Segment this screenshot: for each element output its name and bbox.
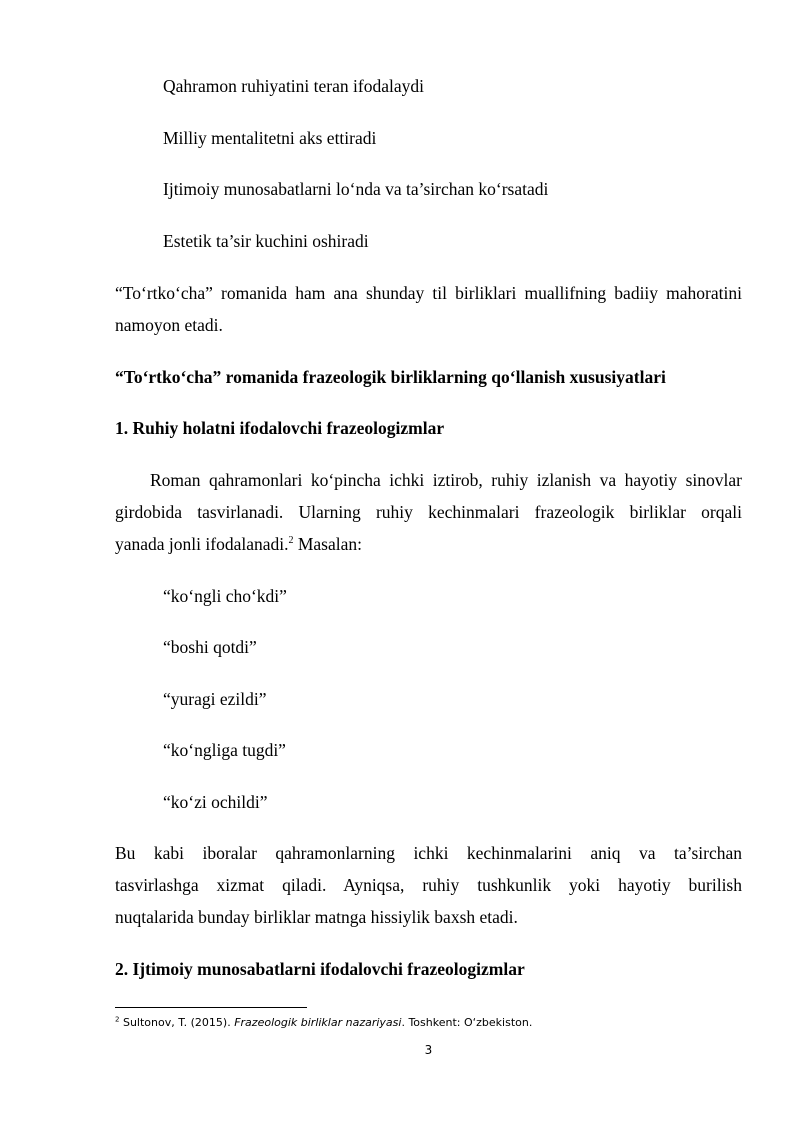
intro-list-item: Qahramon ruhiyatini teran ifodalaydi — [163, 76, 424, 96]
subsection-heading: 2. Ijtimoiy munosabatlarni ifodalovchi frazeologizmlar — [115, 959, 525, 979]
footnote-source-title: Frazeologik birliklar nazariyasi — [234, 1016, 402, 1029]
intro-paragraph-line: namoyon etadi. — [115, 315, 223, 335]
footnote-text: Sultonov, T. (2015). — [119, 1016, 235, 1029]
footnote-reference[interactable]: 2 — [288, 535, 294, 547]
body-paragraph-line: tasvirlashga xizmat qiladi. Ayniqsa, ruhiy tushkunlik yoki hayotiy burilish — [115, 875, 742, 895]
body-text: yanada jonli ifodalanadi. — [115, 534, 289, 554]
intro-paragraph-line: “To‘rtko‘cha” romanida ham ana shunday til birliklari muallifning badiiy mahoratini — [115, 283, 742, 303]
body-paragraph-line — [115, 534, 742, 555]
footnote-number: 2 — [115, 1015, 120, 1024]
body-paragraph-line: Bu kabi iboralar qahramonlarning ichki kechinmalarini aniq va ta’sirchan — [115, 843, 742, 863]
example-item: “boshi qotdi” — [163, 637, 257, 657]
body-text: Masalan: — [293, 534, 363, 554]
example-item: “ko‘ngli cho‘kdi” — [163, 586, 287, 606]
footnote-separator — [115, 1007, 307, 1008]
intro-list-item: Estetik ta’sir kuchini oshiradi — [163, 231, 369, 251]
intro-list-item: Ijtimoiy munosabatlarni lo‘nda va ta’sirchan ko‘rsatadi — [163, 179, 549, 199]
body-paragraph-line: girdobida tasvirlanadi. Ularning ruhiy kechinmalari frazeologik birliklar orqali — [115, 502, 742, 522]
body-paragraph-line: nuqtalarida bunday birliklar matnga hissiylik baxsh etadi. — [115, 907, 518, 927]
section-title: “To‘rtko‘cha” romanida frazeologik birliklarning qo‘llanish xususiyatlari — [115, 367, 666, 387]
example-item: “ko‘zi ochildi” — [163, 792, 268, 812]
example-item: “ko‘ngliga tugdi” — [163, 740, 286, 760]
page-number: 3 — [424, 1043, 433, 1057]
footnote — [115, 1016, 532, 1029]
footnote-text: . Toshkent: O‘zbekiston. — [401, 1016, 533, 1029]
body-paragraph-line: Roman qahramonlari ko‘pincha ichki iztirob, ruhiy izlanish va hayotiy sinovlar — [150, 470, 742, 490]
intro-list-item: Milliy mentalitetni aks ettiradi — [163, 128, 377, 148]
subsection-heading: 1. Ruhiy holatni ifodalovchi frazeologizmlar — [115, 418, 445, 438]
example-item: “yuragi ezildi” — [163, 689, 267, 709]
